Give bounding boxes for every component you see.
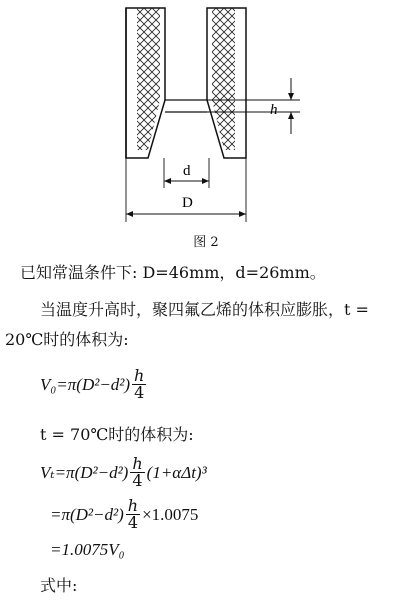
known-line: 已知常温条件下: D=46mm，d=26mm。 — [20, 263, 326, 282]
d-label: d — [183, 163, 191, 179]
equation-vt-numerator: h — [132, 454, 143, 473]
equation-step-right: ×1.0075 — [142, 504, 199, 524]
equation-vt-right: (1+αΔt)³ — [146, 462, 207, 482]
equation-v0 — [40, 368, 148, 401]
equation-v0-denominator: 4 — [134, 383, 145, 402]
where-label: 式中: — [40, 576, 78, 595]
equation-vt-fraction — [130, 456, 144, 489]
equation-v0-left: V₀=π(D²−d²) — [40, 374, 131, 394]
paragraph-line-1: 当温度升高时，聚四氟乙烯的体积应膨胀，t = — [40, 300, 369, 319]
paragraph-line-3: t = 70℃时的体积为: — [40, 425, 194, 444]
equation-vt — [40, 456, 207, 489]
h-dimension — [288, 78, 294, 134]
equation-step-fraction — [126, 498, 140, 531]
equation-step-denominator: 4 — [127, 513, 139, 532]
equation-step-left: =π(D²−d²) — [50, 504, 124, 524]
cross-section-figure — [0, 0, 412, 230]
D-label: D — [182, 195, 193, 211]
equation-result-text: =1.0075V₀ — [50, 540, 125, 559]
equation-step — [50, 498, 198, 531]
equation-vt-left: Vₜ=π(D²−d²) — [40, 462, 129, 482]
equation-step-numerator: h — [127, 496, 139, 515]
equation-result — [50, 540, 125, 560]
figure-caption: 图 2 — [193, 235, 219, 250]
equation-vt-denominator: 4 — [132, 471, 143, 490]
paragraph-line-2: 20℃时的体积为: — [5, 330, 129, 349]
right-wall — [207, 8, 246, 158]
left-wall — [126, 8, 165, 158]
equation-v0-numerator: h — [134, 366, 145, 385]
equation-v0-fraction — [132, 368, 146, 401]
h-label: h — [270, 102, 278, 118]
